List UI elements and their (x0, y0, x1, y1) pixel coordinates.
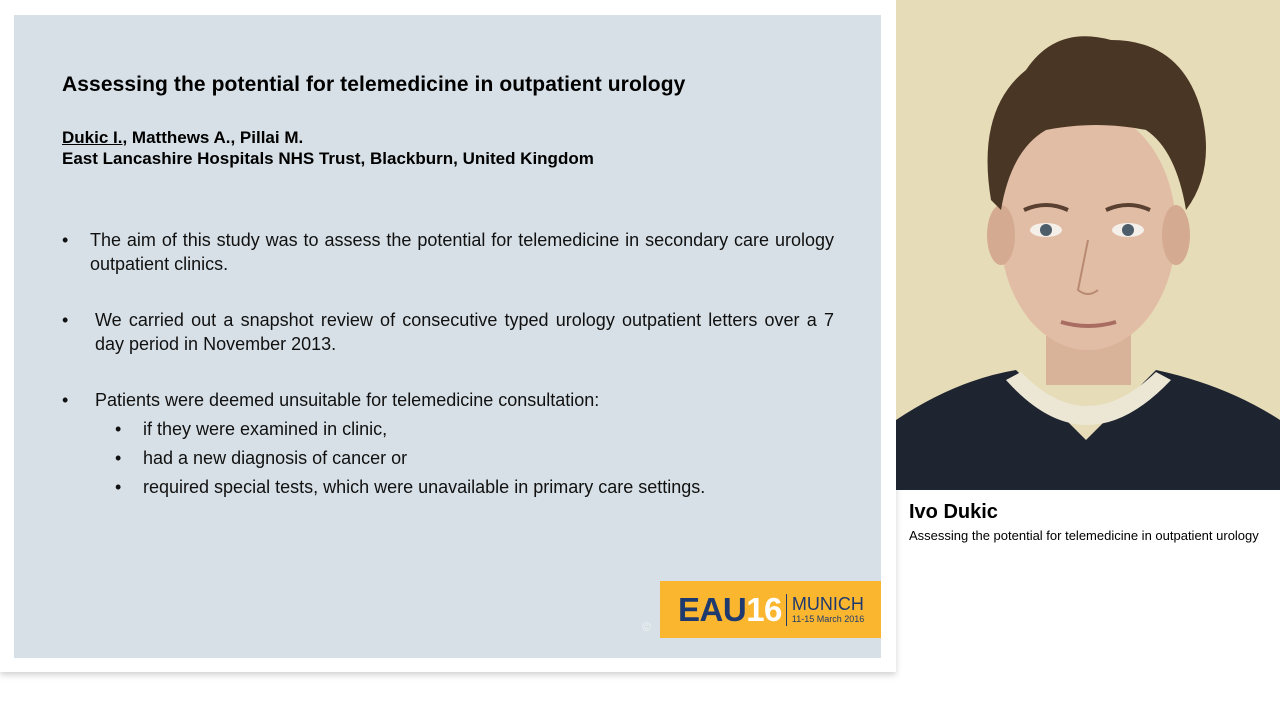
bullet-icon: • (62, 230, 69, 250)
speaker-portrait-icon (896, 0, 1280, 490)
presentation-slide (14, 15, 881, 658)
presenting-author: Dukic I. (62, 128, 123, 147)
speaker-name: Ivo Dukic (909, 501, 998, 523)
logo-wordmark: EAU16 (678, 590, 782, 628)
bullet-icon: • (62, 310, 69, 330)
bullet-item: • The aim of this study was to assess the potential for telemedicine in secondary care urology outpatient clinics. (62, 230, 834, 274)
logo-divider (786, 594, 787, 626)
bullet-icon: • (115, 419, 122, 439)
bullet-item: • We carried out a snapshot review of consecutive typed urology outpatient letters over a 7 day period in November 2013. (62, 310, 834, 354)
author-list (62, 127, 594, 148)
slide-title: Assessing the potential for telemedicine in outpatient urology (62, 73, 686, 96)
bullet-list (62, 228, 834, 504)
sub-bullet-item: • had a new diagnosis of cancer or (115, 448, 408, 468)
sub-bullet-item: • if they were examined in clinic, (115, 419, 388, 439)
bullet-item: • Patients were deemed unsuitable for telemedicine consultation: (62, 390, 600, 410)
eau16-logo (660, 581, 881, 638)
bullet-icon: • (62, 390, 69, 410)
speaker-photo (896, 0, 1280, 490)
co-authors: , Matthews A., Pillai M. (122, 128, 304, 147)
authors-block (62, 127, 594, 169)
affiliation: East Lancashire Hospitals NHS Trust, Blackburn, United Kingdom (62, 149, 594, 168)
copyright-mark: © (642, 620, 651, 634)
logo-location: MUNICH 11-15 March 2016 (791, 593, 865, 624)
sub-bullet-item: • required special tests, which were unavailable in primary care settings. (115, 477, 706, 497)
bullet-icon: • (115, 477, 122, 497)
talk-title: Assessing the potential for telemedicine in outpatient urology (909, 528, 1259, 543)
bullet-icon: • (115, 448, 122, 468)
